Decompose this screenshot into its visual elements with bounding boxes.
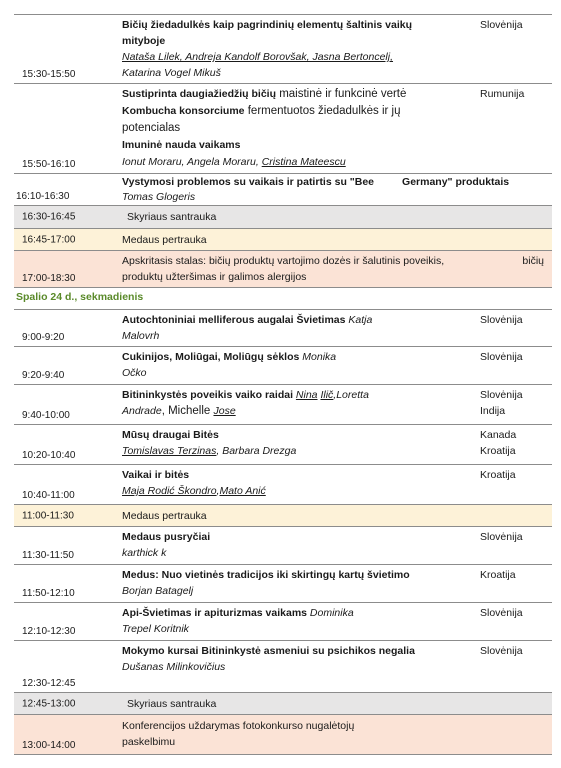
session-title-2-rest: fermentuotos žiedadulkės ir jų xyxy=(244,105,401,117)
session-country: Slovėnija xyxy=(480,351,523,363)
closing-line-1: Konferencijos uždarymas fotokonkurso nugalėtojų xyxy=(122,720,355,732)
schedule-row xyxy=(14,425,552,465)
session-time: 10:40-11:00 xyxy=(22,490,75,501)
day-header: Spalio 24 d., sekmadienis xyxy=(16,291,144,303)
session-label: Medaus pertrauka xyxy=(122,233,207,246)
schedule-row xyxy=(14,565,552,603)
author-name: Nina xyxy=(295,389,318,401)
session-authors: Dušanas Milinkovičius xyxy=(122,661,226,673)
author-name: Ilič xyxy=(320,389,334,401)
session-title: Sustiprinta daugiažiedžių bičių xyxy=(122,88,277,100)
author-name: , Michelle xyxy=(161,405,214,417)
roundtable-line-1-end: bičių xyxy=(522,255,544,267)
authors-line-2: Katarina Vogel Mikuš xyxy=(122,67,221,79)
schedule-row xyxy=(14,84,552,174)
author-name: , Barbara Drezga xyxy=(216,445,297,457)
session-title: Medaus pusryčiai xyxy=(122,531,211,543)
session-time: 12:45-13:00 xyxy=(22,698,76,709)
closing-line-2: paskelbimu xyxy=(122,736,176,748)
session-time: 9:00-9:20 xyxy=(22,332,65,343)
session-title-cont: mityboje xyxy=(122,35,166,47)
schedule-row xyxy=(14,14,552,84)
session-country: Slovėnija xyxy=(480,314,523,326)
session-description xyxy=(122,312,462,344)
session-title: Vaikai ir bitės xyxy=(122,469,190,481)
session-description xyxy=(122,349,462,381)
schedule-row xyxy=(14,385,552,425)
session-time: 16:45-17:00 xyxy=(22,234,76,245)
session-authors-cont: Trepel Koritnik xyxy=(122,623,189,635)
session-title-2: Kombucha konsorciume xyxy=(122,105,245,117)
session-authors: Monika xyxy=(302,351,337,363)
session-time: 16:30-16:45 xyxy=(22,211,76,223)
author-name: Mato Anić xyxy=(219,485,266,497)
session-title: Api-Švietimas ir apiturizmas vaikams xyxy=(122,607,307,619)
session-authors: Dominika xyxy=(309,607,354,619)
session-label: Skyriaus santrauka xyxy=(127,211,217,223)
session-title: Autochtoniniai melliferous augalai Švietimas xyxy=(122,314,346,326)
schedule-row xyxy=(14,347,552,385)
session-authors xyxy=(122,49,462,65)
session-title-rest: maistinė ir funkcinė vertė xyxy=(276,88,407,100)
session-country: Kroatija xyxy=(480,569,516,581)
session-authors-cont: Očko xyxy=(122,367,147,379)
author-name: Tomislavas Terzinas xyxy=(122,445,217,457)
schedule-row-break xyxy=(14,229,552,251)
session-time: 15:30-15:50 xyxy=(22,69,76,80)
session-time: 15:50-16:10 xyxy=(22,159,76,170)
session-description xyxy=(122,718,544,750)
session-authors: Katja xyxy=(348,314,373,326)
session-title: Mūsų draugai Bitės xyxy=(122,429,219,441)
session-country: Kroatija xyxy=(480,469,516,481)
schedule-row-summary xyxy=(14,693,552,715)
author-name: Maja Rodić Škondro xyxy=(122,485,217,497)
session-time: 12:30-12:45 xyxy=(22,678,76,689)
roundtable-line-2: produktų užteršimas ir galimos alergijos xyxy=(122,271,307,283)
session-country: Slovėnija xyxy=(480,607,523,619)
session-country: Rumunija xyxy=(480,88,525,100)
author-name: Andrade xyxy=(122,405,162,417)
session-title: Mokymo kursai Bitininkystė asmeniui su psichikos negalia xyxy=(122,645,415,657)
schedule-row-closing xyxy=(14,715,552,755)
schedule-row xyxy=(14,641,552,693)
author-name: ,Loretta xyxy=(333,389,369,401)
session-time: 10:20-10:40 xyxy=(22,450,76,461)
session-description xyxy=(122,427,462,459)
schedule-row xyxy=(14,309,552,347)
author-name: Jose xyxy=(213,405,236,417)
session-title: Bičių žiedadulkės kaip pagrindinių elementų šaltinis vaikų xyxy=(122,19,412,31)
session-description xyxy=(122,17,462,81)
session-time: 17:00-18:30 xyxy=(22,273,76,284)
session-title-4: Imuninė nauda vaikams xyxy=(122,139,241,151)
session-description xyxy=(122,643,460,675)
roundtable-line-1: Apskritasis stalas: bičių produktų vartojimo dozės ir šalutinis poveikis, xyxy=(122,255,445,267)
session-title: Medus: Nuo vietinės tradicijos iki skirtingų kartų švietimo xyxy=(122,569,410,581)
session-country: Slovėnija Indija xyxy=(480,389,523,417)
session-authors: Ionut Moraru, Angela Moraru, xyxy=(122,156,262,168)
session-description xyxy=(122,86,462,171)
session-description xyxy=(122,567,462,599)
session-description xyxy=(122,605,462,637)
schedule-row xyxy=(14,603,552,641)
session-authors: Borjan Batagelj xyxy=(122,585,194,597)
session-country: Slovėnija xyxy=(480,19,523,31)
session-time: 9:40-10:00 xyxy=(22,410,70,421)
session-country: Kanada Kroatija xyxy=(480,429,517,457)
session-description xyxy=(122,387,462,419)
session-description: Vaikai ir bitės Maja Rodić Škondro,Mato Anić xyxy=(122,467,462,499)
session-title: Bitininkystės poveikis vaiko raidai xyxy=(122,389,293,401)
schedule-row xyxy=(14,465,552,505)
session-label: Skyriaus santrauka xyxy=(127,697,217,710)
session-title-3: potencialas xyxy=(122,122,181,134)
session-description xyxy=(122,253,544,285)
session-title: Vystymosi problemos su vaikais ir patirtis su "Bee Germany" produktais xyxy=(122,176,510,188)
session-title: Cukinijos, Moliūgai, Moliūgų sėklos xyxy=(122,351,300,363)
session-time: 12:10-12:30 xyxy=(22,626,76,637)
session-authors-underlined: Cristina Mateescu xyxy=(261,156,346,168)
session-time: 13:00-14:00 xyxy=(22,740,76,751)
session-country: Slovėnija xyxy=(480,645,523,657)
session-authors: karthick k xyxy=(122,547,167,559)
session-description xyxy=(122,529,462,561)
session-country: Slovėnija xyxy=(480,531,523,543)
session-time: 11:50-12:10 xyxy=(22,588,75,599)
schedule-row-roundtable xyxy=(14,251,552,288)
schedule-row-break xyxy=(14,505,552,527)
session-time: 9:20-9:40 xyxy=(22,370,65,381)
session-time: 16:10-16:30 xyxy=(16,191,70,202)
session-time: 11:00-11:30 xyxy=(22,510,74,521)
session-time: 11:30-11:50 xyxy=(22,550,74,561)
session-authors-cont: Malovrh xyxy=(122,330,160,342)
session-authors: Tomas Glogeris xyxy=(122,191,196,203)
schedule-row-summary xyxy=(14,206,552,229)
session-label: Medaus pertrauka xyxy=(122,509,207,522)
schedule-row xyxy=(14,527,552,565)
session-description xyxy=(122,175,544,205)
schedule-row xyxy=(14,174,552,206)
authors-line-1: Nataša Lilek, Andreja Kandolf Borovšak, Jasna Bertoncelj, xyxy=(122,51,394,63)
